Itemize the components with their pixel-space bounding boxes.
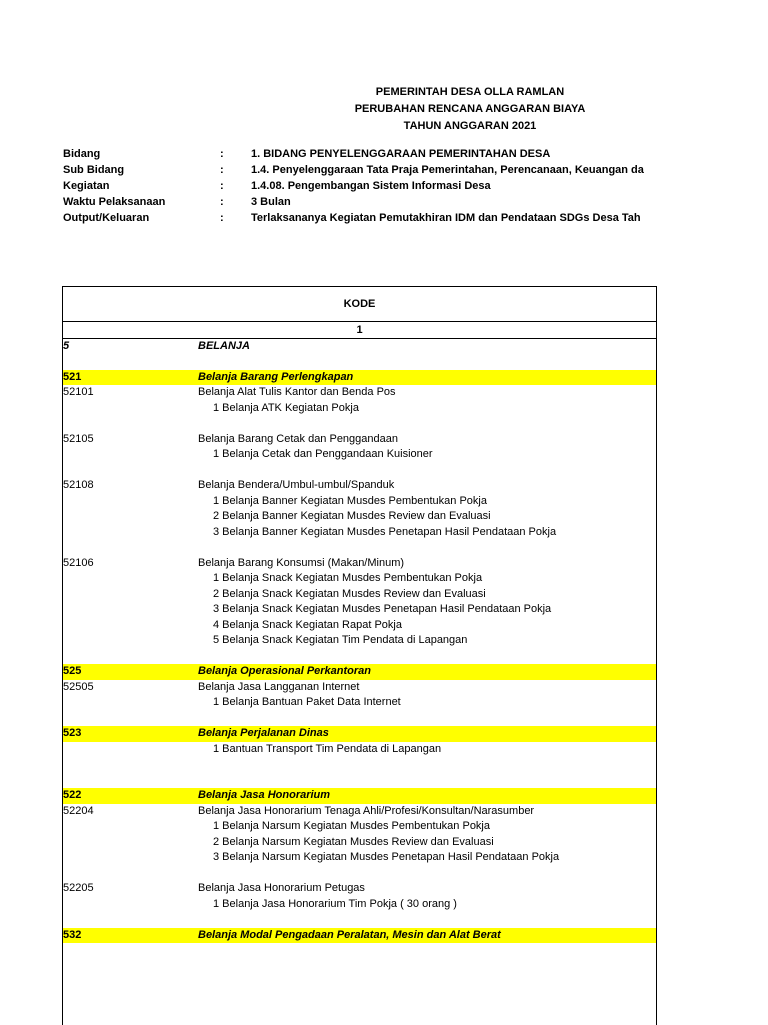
column-number: 1 [63,322,656,339]
row-code: 532 [63,928,82,941]
info-value: 1.4.08. Pengembangan Sistem Informasi Desa [251,180,491,192]
row-description: Belanja Alat Tulis Kantor dan Benda Pos [198,386,396,398]
row-description: 3 Belanja Narsum Kegiatan Musdes Penetapan Hasil Pendataan Pokja [213,851,560,863]
row-description: 1 Bantuan Transport Tim Pendata di Lapangan [213,742,442,755]
item-row [63,494,656,510]
item-row [63,850,656,866]
row-code: 523 [63,727,82,739]
row-description: Belanja Barang Perlengkapan [198,370,354,383]
table-row [63,432,656,448]
row-code: 52106 [63,556,94,569]
item-row [63,633,656,649]
item-row [63,835,656,851]
table-row [63,804,656,820]
info-colon: : [220,180,224,192]
government-title: PEMERINTAH DESA OLLA RAMLAN [375,86,565,98]
row-code: 52105 [63,432,94,445]
row-description: 2 Belanja Snack Kegiatan Musdes Review dan Evaluasi [213,587,486,600]
info-value: Terlaksananya Kegiatan Pemutakhiran IDM dan Pendataan SDGs Desa Tah [251,212,641,224]
row-code: 5 [63,340,70,352]
info-value: 1.4. Penyelenggaraan Tata Praja Pemerintahan, Perencanaan, Keuangan da [251,164,644,176]
item-row [63,401,656,417]
row-description: Belanja Jasa Honorarium Tenaga Ahli/Profesi/Konsultan/Narasumber [198,804,535,817]
info-colon: : [220,164,224,176]
row-code: 522 [63,789,82,801]
row-code: 52205 [63,882,94,894]
table-row [63,881,656,897]
item-row [63,509,656,525]
item-row [63,819,656,835]
info-label: Sub Bidang [63,164,125,176]
document-title: PERUBAHAN RENCANA ANGGARAN BIAYA [354,103,586,115]
row-description: Belanja Jasa Langganan Internet [198,680,360,693]
table-row [63,680,656,696]
item-row [63,742,656,758]
row-description: 2 Belanja Narsum Kegiatan Musdes Review dan Evaluasi [213,835,494,848]
item-row [63,571,656,587]
row-description: Belanja Jasa Honorarium Petugas [198,882,365,894]
row-code: 52505 [63,680,94,693]
info-label: Output/Keluaran [63,212,150,224]
info-label: Kegiatan [63,180,110,192]
row-description: 1 Belanja Banner Kegiatan Musdes Pembentukan Pokja [213,494,487,507]
category-row [63,726,656,742]
row-description: Belanja Barang Cetak dan Penggandaan [198,432,398,445]
category-row [63,370,656,386]
kode-column-header: KODE [63,287,656,322]
category-row [63,788,656,804]
table-row [63,556,656,572]
row-code: 52108 [63,479,94,491]
row-description: 1 Belanja Cetak dan Penggandaan Kuisioner [213,448,433,460]
item-row [63,602,656,618]
row-description: BELANJA [198,340,250,352]
row-description: 3 Belanja Banner Kegiatan Musdes Penetapan Hasil Pendataan Pokja [213,525,557,538]
row-description: 1 Belanja Jasa Honorarium Tim Pokja ( 30 orang ) [213,897,457,910]
row-code: 52101 [63,386,94,398]
row-code: 52204 [63,804,94,817]
item-row [63,525,656,541]
item-row [63,695,656,711]
info-value: 1. BIDANG PENYELENGGARAAN PEMERINTAHAN DESA [251,148,551,160]
row-code: 521 [63,370,82,383]
info-value: 3 Bulan [251,196,291,208]
document-header [300,84,640,135]
budget-table [62,286,657,1025]
info-label: Bidang [63,148,101,160]
item-row [63,897,656,913]
table-row [63,339,656,355]
row-description: Belanja Barang Konsumsi (Makan/Minum) [198,556,405,569]
info-colon: : [220,148,224,160]
table-row [63,385,656,401]
table-row [63,478,656,494]
row-description: Belanja Modal Pengadaan Peralatan, Mesin dan Alat Berat [198,928,501,941]
item-row [63,587,656,603]
fiscal-year: TAHUN ANGGARAN 2021 [403,120,537,132]
row-description: 4 Belanja Snack Kegiatan Rapat Pokja [213,618,402,631]
category-row [63,664,656,680]
row-description: 1 Belanja ATK Kegiatan Pokja [213,401,359,414]
row-description: 1 Belanja Bantuan Paket Data Internet [213,696,401,708]
row-description: 1 Belanja Snack Kegiatan Musdes Pembentukan Pokja [213,572,483,584]
row-description: 2 Belanja Banner Kegiatan Musdes Review dan Evaluasi [213,510,491,522]
row-description: Belanja Bendera/Umbul-umbul/Spanduk [198,479,395,491]
info-colon: : [220,212,224,224]
info-colon: : [220,196,224,208]
category-row [63,928,656,944]
info-label: Waktu Pelaksanaan [63,196,166,208]
item-row [63,618,656,634]
row-description: Belanja Perjalanan Dinas [198,727,329,739]
row-description: Belanja Operasional Perkantoran [198,665,372,677]
row-description: Belanja Jasa Honorarium [198,789,331,801]
row-description: 1 Belanja Narsum Kegiatan Musdes Pembentukan Pokja [213,820,490,832]
item-row [63,447,656,463]
row-description: 3 Belanja Snack Kegiatan Musdes Penetapan Hasil Pendataan Pokja [213,603,552,615]
row-description: 5 Belanja Snack Kegiatan Tim Pendata di Lapangan [213,634,468,646]
row-code: 525 [63,665,82,677]
